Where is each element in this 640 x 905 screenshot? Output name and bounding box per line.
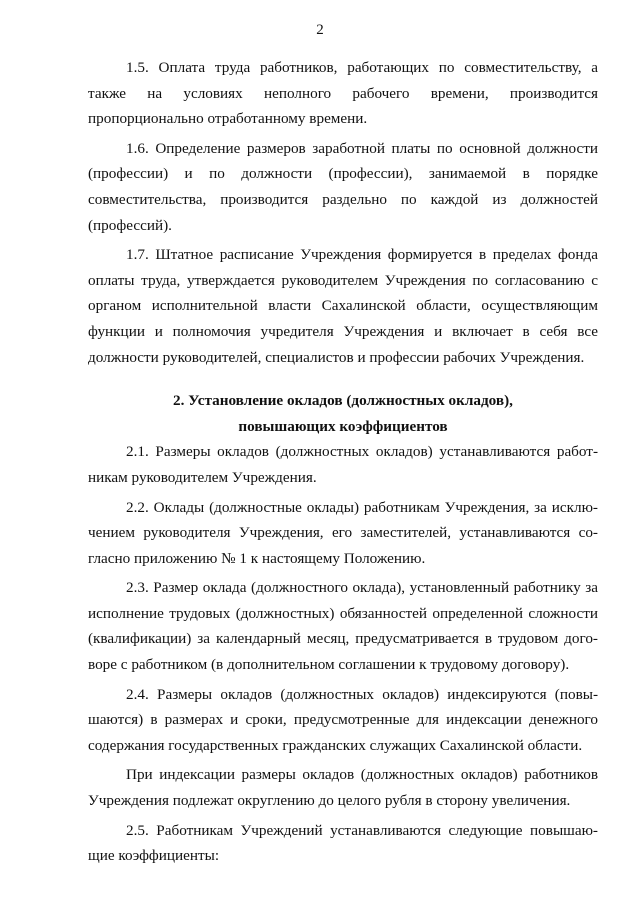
paragraph-p-2-3 xyxy=(88,575,598,677)
paragraph-line: 2.3. Размер оклада (должностного оклада), установленный работнику за xyxy=(126,579,598,597)
paragraph-line: чением руководителя Учреждения, его заместителей, устанавливаются со- xyxy=(88,524,598,542)
paragraph-line: Учреждения подлежат округлению до целого рубля в сторону увеличения. xyxy=(88,792,571,810)
paragraph-p-2-4b xyxy=(88,762,598,813)
section-heading-line-2: повышающих коэффициентов xyxy=(238,417,448,435)
paragraph-line: исполнение трудовых (должностных) обязанностей определенной сложности xyxy=(88,604,598,622)
paragraph-line: совместительства, производится раздельно по каждой из должностей xyxy=(88,190,598,208)
section-heading-line-1: 2. Установление окладов (должностных окладов), xyxy=(173,392,513,410)
page-number: 2 xyxy=(316,22,324,38)
paragraph-line: органом исполнительной власти Сахалинской области, осуществляющим xyxy=(88,297,598,315)
paragraph-p-2-1 xyxy=(88,439,598,490)
paragraph-line: щие коэффициенты: xyxy=(88,847,220,865)
section-heading xyxy=(88,388,598,439)
paragraph-line: 1.6. Определение размеров заработной платы по основной должности xyxy=(126,139,598,157)
paragraph-line: 2.2. Оклады (должностные оклады) работникам Учреждения, за исклю- xyxy=(126,498,598,516)
paragraph-line: шаются) в размерах и сроки, предусмотренные для индексации денежного xyxy=(88,711,598,729)
paragraph-line: При индексации размеры окладов (должностных окладов) работников xyxy=(126,766,598,784)
paragraph-line: никам руководителем Учреждения. xyxy=(88,468,317,486)
paragraph-line: (квалификации) за календарный месяц, предусматривается в трудовом дого- xyxy=(88,630,598,648)
paragraph-line: 2.4. Размеры окладов (должностных окладов) индексируются (повы- xyxy=(126,685,598,703)
paragraph-line: (профессии) и по должности (профессии), занимаемой в порядке xyxy=(88,165,598,183)
paragraph-p-1-7 xyxy=(88,242,598,370)
paragraph-line: 1.5. Оплата труда работников, работающих по совместительству, а xyxy=(126,59,598,76)
paragraph-p-1-5 xyxy=(88,55,598,132)
paragraph-line: должности руководителей, специалистов и профессии рабочих Учреждения. xyxy=(88,348,585,366)
paragraph-line: (профессий). xyxy=(88,216,172,234)
paragraph-line: функции и полномочия учредителя Учреждения и включает в себя все xyxy=(88,322,598,340)
paragraph-line: 1.7. Штатное расписание Учреждения формируется в пределах фонда xyxy=(126,246,598,264)
paragraph-line: содержания государственных гражданских служащих Сахалинской области. xyxy=(88,736,583,754)
paragraph-p-1-6 xyxy=(88,136,598,238)
paragraph-line: 2.1. Размеры окладов (должностных окладов) устанавливаются работ- xyxy=(126,443,598,461)
paragraph-line: гласно приложению № 1 к настоящему Положению. xyxy=(88,549,426,567)
paragraphs-before-section xyxy=(88,55,598,374)
spacer xyxy=(88,869,598,873)
document-body xyxy=(88,55,598,873)
paragraph-p-2-2 xyxy=(88,495,598,572)
spacer xyxy=(88,374,598,388)
paragraph-line: оплаты труда, утверждается руководителем Учреждения по согласованию с xyxy=(88,271,598,289)
paragraph-line: воре с работником (в дополнительном соглашении к трудовому договору). xyxy=(88,656,570,674)
paragraphs-after-section xyxy=(88,439,598,873)
paragraph-p-2-4 xyxy=(88,682,598,759)
paragraph-line: пропорционально отработанному времени. xyxy=(88,110,368,128)
paragraph-line: 2.5. Работникам Учреждений устанавливаются следующие повышаю- xyxy=(126,821,598,839)
paragraph-line: также на условиях неполного рабочего времени, производится xyxy=(88,84,598,102)
paragraph-p-2-5 xyxy=(88,818,598,869)
